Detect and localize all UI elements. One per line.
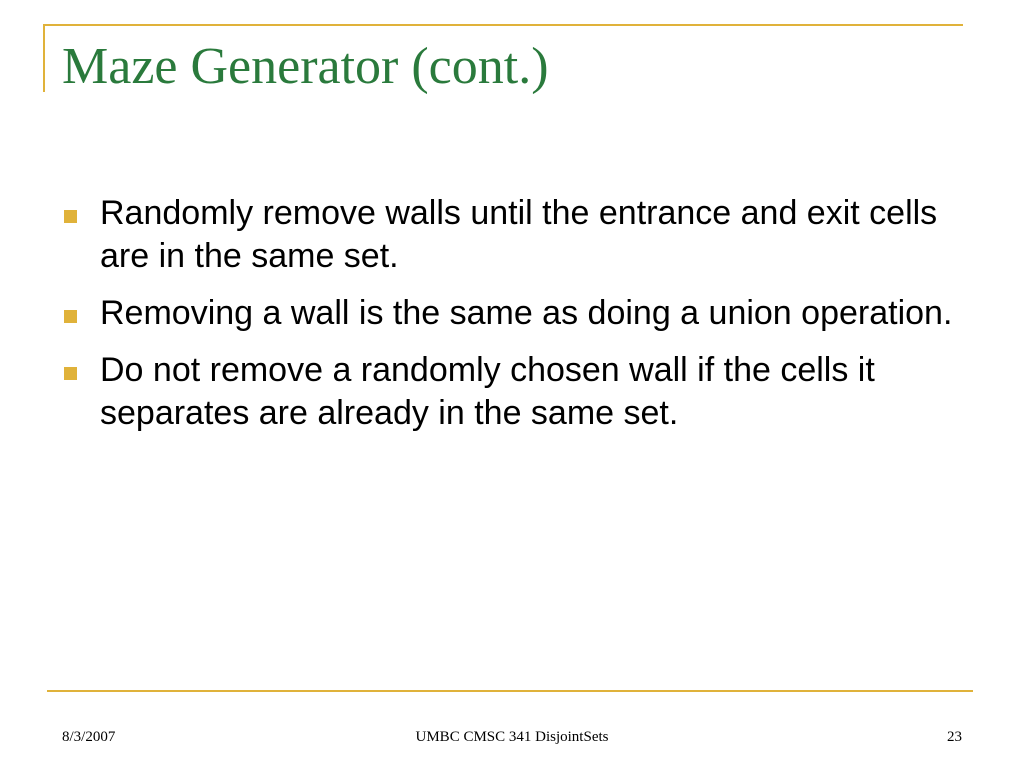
bullet-item <box>62 349 962 435</box>
bullet-text: Removing a wall is the same as doing a union operation. <box>100 294 953 332</box>
bullet-list <box>62 192 962 449</box>
footer-course: UMBC CMSC 341 DisjointSets <box>415 729 609 745</box>
square-bullet-icon <box>64 210 77 223</box>
square-bullet-icon <box>64 310 77 323</box>
square-bullet-icon <box>64 367 77 380</box>
bottom-accent-line <box>47 690 973 692</box>
left-accent-line <box>43 24 45 92</box>
footer-page-number: 23 <box>947 729 962 745</box>
bullet-text: Do not remove a randomly chosen wall if the cells it separates are already in the same set. <box>100 351 875 432</box>
slide-title: Maze Generator (cont.) <box>62 38 549 95</box>
top-accent-line <box>43 24 963 26</box>
footer-date: 8/3/2007 <box>62 729 116 745</box>
bullet-item <box>62 192 962 278</box>
bullet-text: Randomly remove walls until the entrance and exit cells are in the same set. <box>100 194 938 275</box>
bullet-item <box>62 292 962 335</box>
